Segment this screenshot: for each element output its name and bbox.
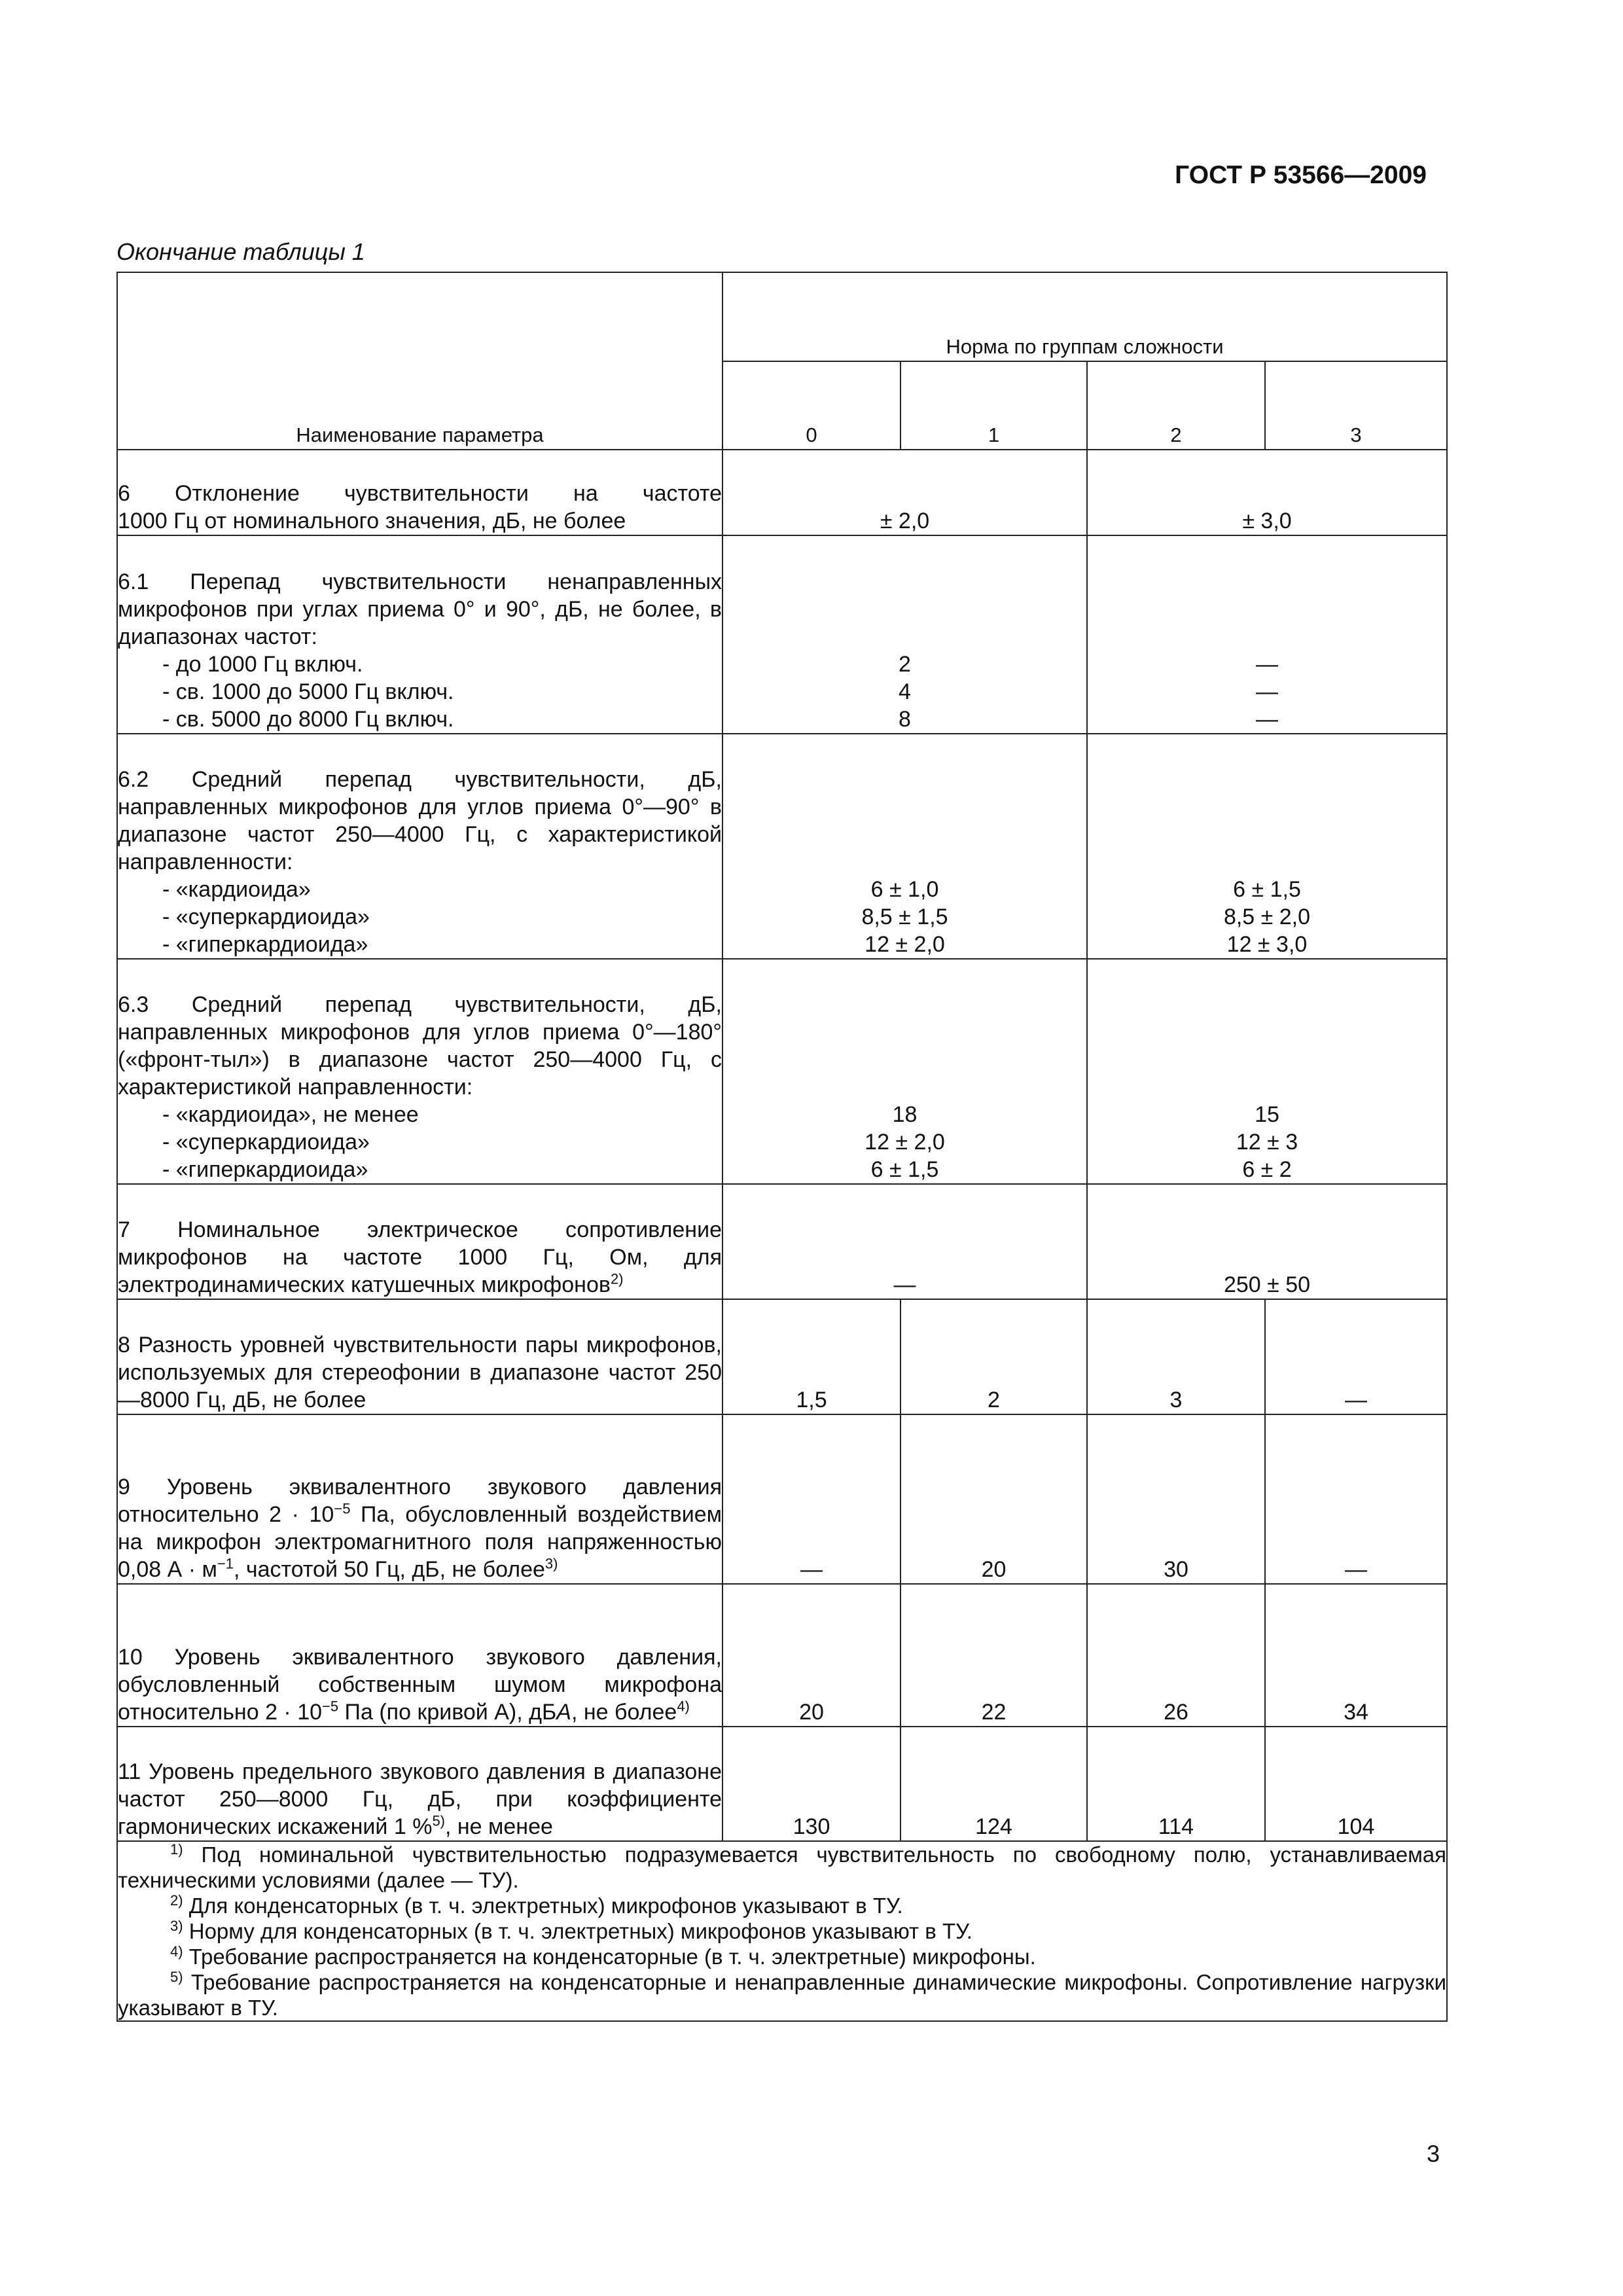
- value-line: 12 ± 3,0: [1226, 932, 1308, 957]
- param-10: [117, 1584, 722, 1727]
- header-norm-groups: Норма по группам сложности: [722, 272, 1447, 361]
- value-line: 2: [899, 652, 911, 677]
- footnote-mark: 3): [170, 1918, 183, 1934]
- value-line: 6 ± 1,5: [1233, 877, 1301, 902]
- value-line: 8: [899, 707, 911, 732]
- table-row: [117, 959, 1447, 1184]
- value-9-group-0: —: [722, 1414, 901, 1584]
- value-7-groups-2-3: 250 ± 50: [1087, 1184, 1447, 1299]
- page-number: 3: [1426, 2140, 1440, 2167]
- table-row: [117, 1727, 1447, 1841]
- value-line: —: [1256, 679, 1278, 704]
- header-group-2: 2: [1087, 361, 1265, 450]
- value-line: 4: [899, 679, 911, 704]
- header-group-1: 1: [901, 361, 1087, 450]
- value-6-3-groups-2-3: [1087, 959, 1447, 1184]
- param-6-2-item: - «суперкардиоида»: [162, 905, 370, 929]
- footnote-text: Для конденсаторных (в т. ч. электретных) микрофонов указывают в ТУ.: [183, 1893, 903, 1918]
- param-11: [117, 1727, 722, 1841]
- value-6-2-groups-2-3: [1087, 734, 1447, 959]
- document-code: ГОСТ Р 53566—2009: [1175, 161, 1427, 189]
- footnote: [118, 1969, 1446, 2020]
- footnote: [118, 1842, 1446, 1893]
- value-8-group-2: 3: [1087, 1299, 1265, 1414]
- footnote-ref: 3): [544, 1555, 558, 1572]
- param-6-1-item: - св. 5000 до 8000 Гц включ.: [162, 707, 454, 732]
- table-caption: Окончание таблицы 1: [116, 238, 365, 265]
- footnote-ref: 5): [432, 1812, 445, 1829]
- table-row: [117, 450, 1447, 535]
- value-line: 6 ± 1,5: [870, 1157, 939, 1182]
- value-line: 12 ± 2,0: [865, 932, 945, 957]
- param-6-3-item: - «кардиоида», не менее: [162, 1102, 419, 1127]
- param-6-2-item: - «кардиоида»: [162, 877, 311, 902]
- param-10-text-a: 10 Уровень эквивалентного звукового давления, обусловленный собственным шумом микрофона относительно 2 · 10: [118, 1645, 722, 1725]
- table-row: [117, 1184, 1447, 1299]
- param-6-line2: 1000 Гц от номинального значения, дБ, не более: [118, 509, 626, 533]
- value-8-group-1: 2: [901, 1299, 1087, 1414]
- footnote-text: Требование распространяется на конденсаторные (в т. ч. электретные) микрофоны.: [183, 1945, 1036, 1969]
- param-6-line1: 6 Отклонение чувствительности на частоте: [118, 481, 722, 506]
- table-row: [117, 1299, 1447, 1414]
- value-line: 8,5 ± 2,0: [1223, 905, 1311, 929]
- footnote-mark: 5): [170, 1969, 183, 1985]
- exponent: −1: [217, 1555, 234, 1572]
- exponent: −5: [334, 1500, 351, 1517]
- value-9-group-3: —: [1265, 1414, 1447, 1584]
- value-8-group-3: —: [1265, 1299, 1447, 1414]
- exponent: −5: [322, 1698, 339, 1715]
- value-7-groups-0-1: —: [722, 1184, 1087, 1299]
- param-7-text: 7 Номинальное электрическое сопротивление микрофонов на частоте 1000 Гц, Ом, для электродинамических катушечных микрофонов: [118, 1217, 722, 1297]
- value-11-group-0: 130: [722, 1727, 901, 1841]
- param-6-1: [117, 535, 722, 734]
- param-6-1-item: - до 1000 Гц включ.: [162, 652, 363, 677]
- value-line: 18: [892, 1102, 918, 1127]
- value-6-1-groups-2-3: [1087, 535, 1447, 734]
- param-11-text-a: 11 Уровень предельного звукового давления в диапазоне частот 250—8000 Гц, дБ, при коэффициенте гармонических искажений 1 %: [118, 1759, 722, 1839]
- param-8: 8 Разность уровней чувствительности пары микрофонов, используемых для стереофонии в диапазоне частот 250—8000 Гц, дБ, не более: [117, 1299, 722, 1414]
- value-6-groups-2-3: ± 3,0: [1087, 450, 1447, 535]
- parameters-table: [116, 272, 1448, 2022]
- footnote-mark: 1): [170, 1841, 183, 1857]
- param-10-text-b: Па (по кривой А), дБ: [338, 1700, 557, 1725]
- table-row: [117, 1584, 1447, 1727]
- footnotes: [117, 1841, 1447, 2021]
- table-row: [117, 1414, 1447, 1584]
- value-9-group-2: 30: [1087, 1414, 1265, 1584]
- table-header-row: [117, 272, 1447, 361]
- param-9: [117, 1414, 722, 1584]
- footnote: [118, 1944, 1446, 1969]
- footnote: [118, 1918, 1446, 1944]
- value-line: —: [1256, 652, 1278, 677]
- value-10-group-0: 20: [722, 1584, 901, 1727]
- param-6-3-item: - «суперкардиоида»: [162, 1130, 370, 1155]
- value-line: 15: [1255, 1102, 1279, 1127]
- param-6-2-intro: 6.2 Средний перепад чувствительности, дБ, направленных микрофонов для углов приема 0°—90° в диапазоне частот 250—4000 Гц, с характеристикой направленности:: [118, 767, 722, 874]
- param-6: [117, 450, 722, 535]
- footnote-text: Требование распространяется на конденсаторные и ненаправленные динамические микрофоны. Сопротивление нагрузки указывают в ТУ.: [118, 1970, 1446, 2020]
- footnote-mark: 2): [170, 1892, 183, 1909]
- param-6-1-item: - св. 1000 до 5000 Гц включ.: [162, 679, 454, 704]
- param-6-2: [117, 734, 722, 959]
- param-9-text-b: Па, обусловленный воздействием на микрофон электромагнитного поля напряженностью 0,08 А · м: [118, 1502, 722, 1582]
- param-6-2-item: - «гиперкардиоида»: [162, 932, 368, 957]
- param-9-text-a: 9 Уровень эквивалентного звукового давления относительно 2 · 10: [118, 1475, 722, 1527]
- table-row: [117, 535, 1447, 734]
- value-line: 6 ± 1,0: [870, 877, 939, 902]
- footnote-mark: 4): [170, 1943, 183, 1960]
- footnotes-row: [117, 1841, 1447, 2021]
- footnote-text: Норму для конденсаторных (в т. ч. электретных) микрофонов указывают в ТУ.: [183, 1919, 972, 1943]
- value-9-group-1: 20: [901, 1414, 1087, 1584]
- value-11-group-3: 104: [1265, 1727, 1447, 1841]
- header-group-3: 3: [1265, 361, 1447, 450]
- param-6-1-intro: 6.1 Перепад чувствительности ненаправленных микрофонов при углах приема 0° и 90°, дБ, не более, в диапазонах частот:: [118, 569, 722, 649]
- footnote-ref: 2): [610, 1270, 624, 1287]
- param-6-3-item: - «гиперкардиоида»: [162, 1157, 368, 1182]
- value-6-3-groups-0-1: [722, 959, 1087, 1184]
- value-line: 8,5 ± 1,5: [861, 905, 948, 929]
- table-row: [117, 734, 1447, 959]
- param-11-text-b: , не менее: [445, 1814, 553, 1839]
- value-line: 12 ± 2,0: [865, 1130, 945, 1155]
- footnote-ref: 4): [677, 1698, 690, 1715]
- value-10-group-3: 34: [1265, 1584, 1447, 1727]
- param-7: [117, 1184, 722, 1299]
- value-6-groups-0-1: ± 2,0: [722, 450, 1087, 535]
- value-10-group-2: 26: [1087, 1584, 1265, 1727]
- value-11-group-1: 124: [901, 1727, 1087, 1841]
- footnote: [118, 1893, 1446, 1918]
- header-parameter: Наименование параметра: [117, 272, 722, 450]
- value-10-group-1: 22: [901, 1584, 1087, 1727]
- param-6-3: [117, 959, 722, 1184]
- unit-italic: А: [556, 1700, 571, 1725]
- value-line: 6 ± 2: [1242, 1157, 1292, 1182]
- footnote-text: Под номинальной чувствительностью подразумевается чувствительность по свободному полю, устанавливаемая техническими условиями (далее — ТУ).: [118, 1842, 1446, 1892]
- param-10-text-c: , не более: [571, 1700, 677, 1725]
- header-group-0: 0: [722, 361, 901, 450]
- value-line: 12 ± 3: [1236, 1130, 1298, 1155]
- value-11-group-2: 114: [1087, 1727, 1265, 1841]
- value-6-1-groups-0-1: [722, 535, 1087, 734]
- value-6-2-groups-0-1: [722, 734, 1087, 959]
- value-line: —: [1256, 707, 1278, 732]
- value-8-group-0: 1,5: [722, 1299, 901, 1414]
- param-6-3-intro: 6.3 Средний перепад чувствительности, дБ, направленных микрофонов для углов приема 0°—180° («фронт-тыл») в диапазоне частот 250—4000 Гц, с характеристикой направленности:: [118, 992, 722, 1100]
- param-9-text-c: , частотой 50 Гц, дБ, не более: [233, 1557, 545, 1582]
